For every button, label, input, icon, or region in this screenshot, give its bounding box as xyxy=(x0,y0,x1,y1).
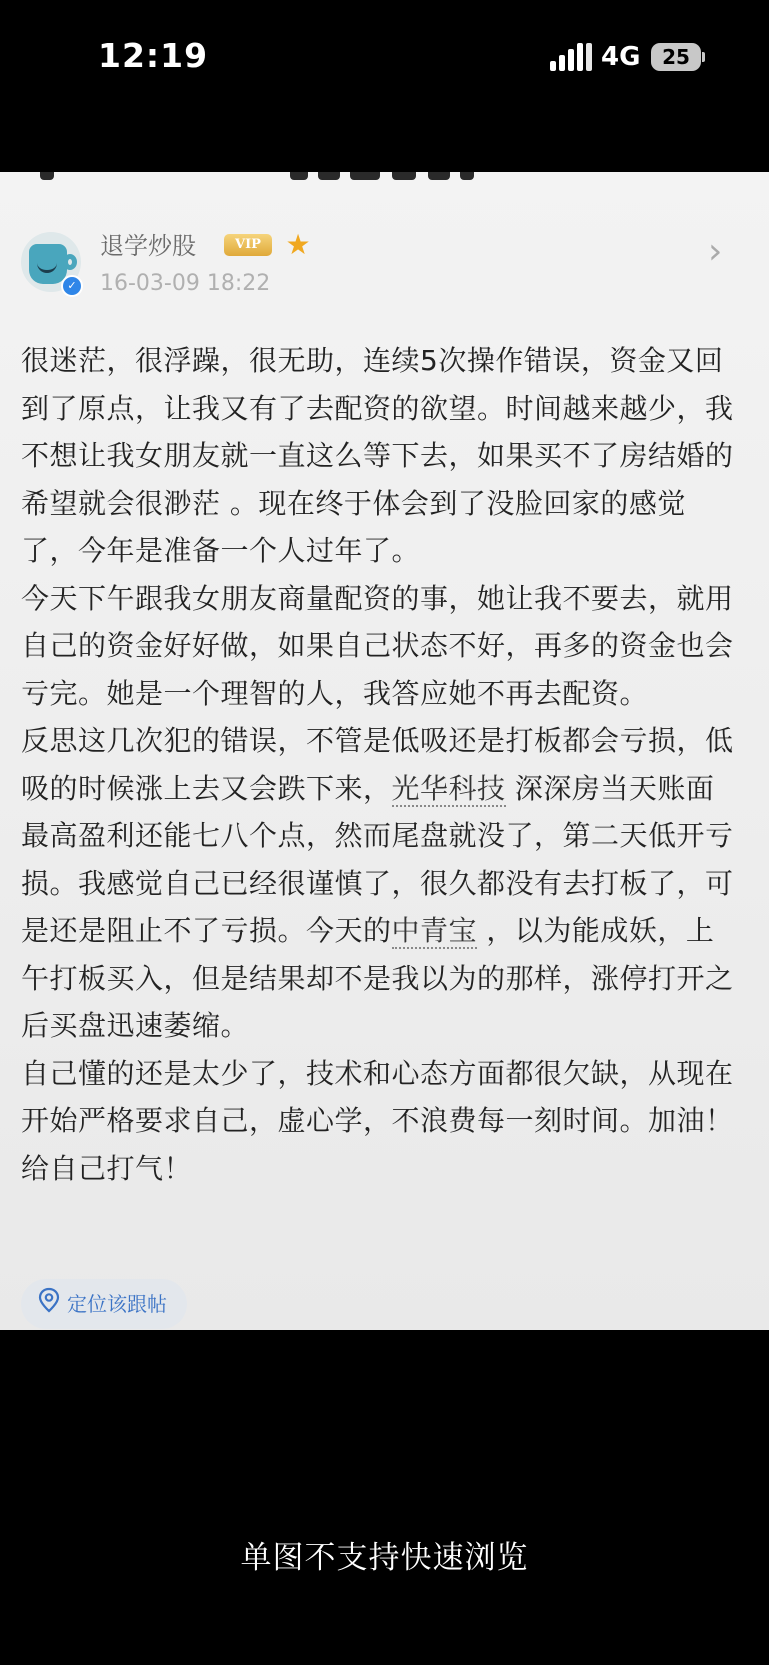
signal-icon xyxy=(550,43,592,71)
battery-tip xyxy=(702,52,705,62)
locate-reply-button[interactable] xyxy=(21,1279,187,1329)
post-paragraph xyxy=(21,337,741,575)
verified-icon: ✓ xyxy=(61,275,83,297)
status-bar xyxy=(0,0,769,120)
post-datetime: 16-03-09 18:22 xyxy=(100,271,271,296)
locate-reply-label: 定位该跟帖 xyxy=(67,1292,167,1316)
chevron-right-icon[interactable]: › xyxy=(708,231,723,272)
post-content xyxy=(21,337,741,1192)
paragraph-text: 今天下午跟我女朋友商量配资的事，她让我不要去，就用自己的资金好好做，如果自己状态不好，再多的资金也会亏完。她是一个理智的人，我答应她不再去配资。 xyxy=(21,581,734,710)
paragraph-text: ，以为能成妖，上午打板买入，但是结果却不是我以为的那样，涨停打开之后买盘迅速萎缩。 xyxy=(21,914,734,1042)
stock-link[interactable]: 光华科技 xyxy=(391,771,506,805)
medal-icon: ★ xyxy=(285,228,311,261)
post-paragraph xyxy=(21,717,741,1050)
post-paragraph xyxy=(21,575,741,718)
status-time: 12:19 xyxy=(98,36,209,75)
cropped-header-remnant xyxy=(0,172,769,180)
paragraph-text: 很迷茫，很浮躁，很无助，连续5次操作错误，资金又回到了原点，让我又有了去配资的欲望。时间越来越少，我不想让我女朋友就一直这么等下去，如果买不了房结婚的希望就会很渺茫 。现在终于体会到了没脸回家的感觉了，今年是准备一个人过年了。 xyxy=(21,344,734,567)
paragraph-text: 反思这几次犯的错误，不管是低吸还是打板都会亏损，低吸的时候涨上去又会跌下来， xyxy=(21,724,734,805)
stock-link[interactable]: 中青宝 xyxy=(391,914,478,947)
toast-message: 单图不支持快速浏览 xyxy=(240,1540,529,1576)
username[interactable]: 退学炒股 xyxy=(100,232,196,260)
vip-badge: VIP xyxy=(224,234,272,256)
battery-icon: 25 xyxy=(651,43,701,71)
network-type: 4G xyxy=(601,42,641,72)
post-screenshot-panel xyxy=(0,172,769,1330)
avatar-cup-handle xyxy=(63,254,77,270)
post-paragraph xyxy=(21,1050,741,1193)
paragraph-text: 自己懂的还是太少了，技术和心态方面都很欠缺，从现在开始严格要求自己，虚心学，不浪费每一刻时间。加油！给自己打气！ xyxy=(21,1056,734,1185)
location-pin-icon xyxy=(37,1281,61,1331)
paragraph-text: 深深房当天账面最高盈利还能七八个点，然而尾盘就没了，第二天低开亏损。我感觉自己已经很谨慎了，很久都没有去打板了，可是还是阻止不了亏损。今天的 xyxy=(21,771,734,947)
